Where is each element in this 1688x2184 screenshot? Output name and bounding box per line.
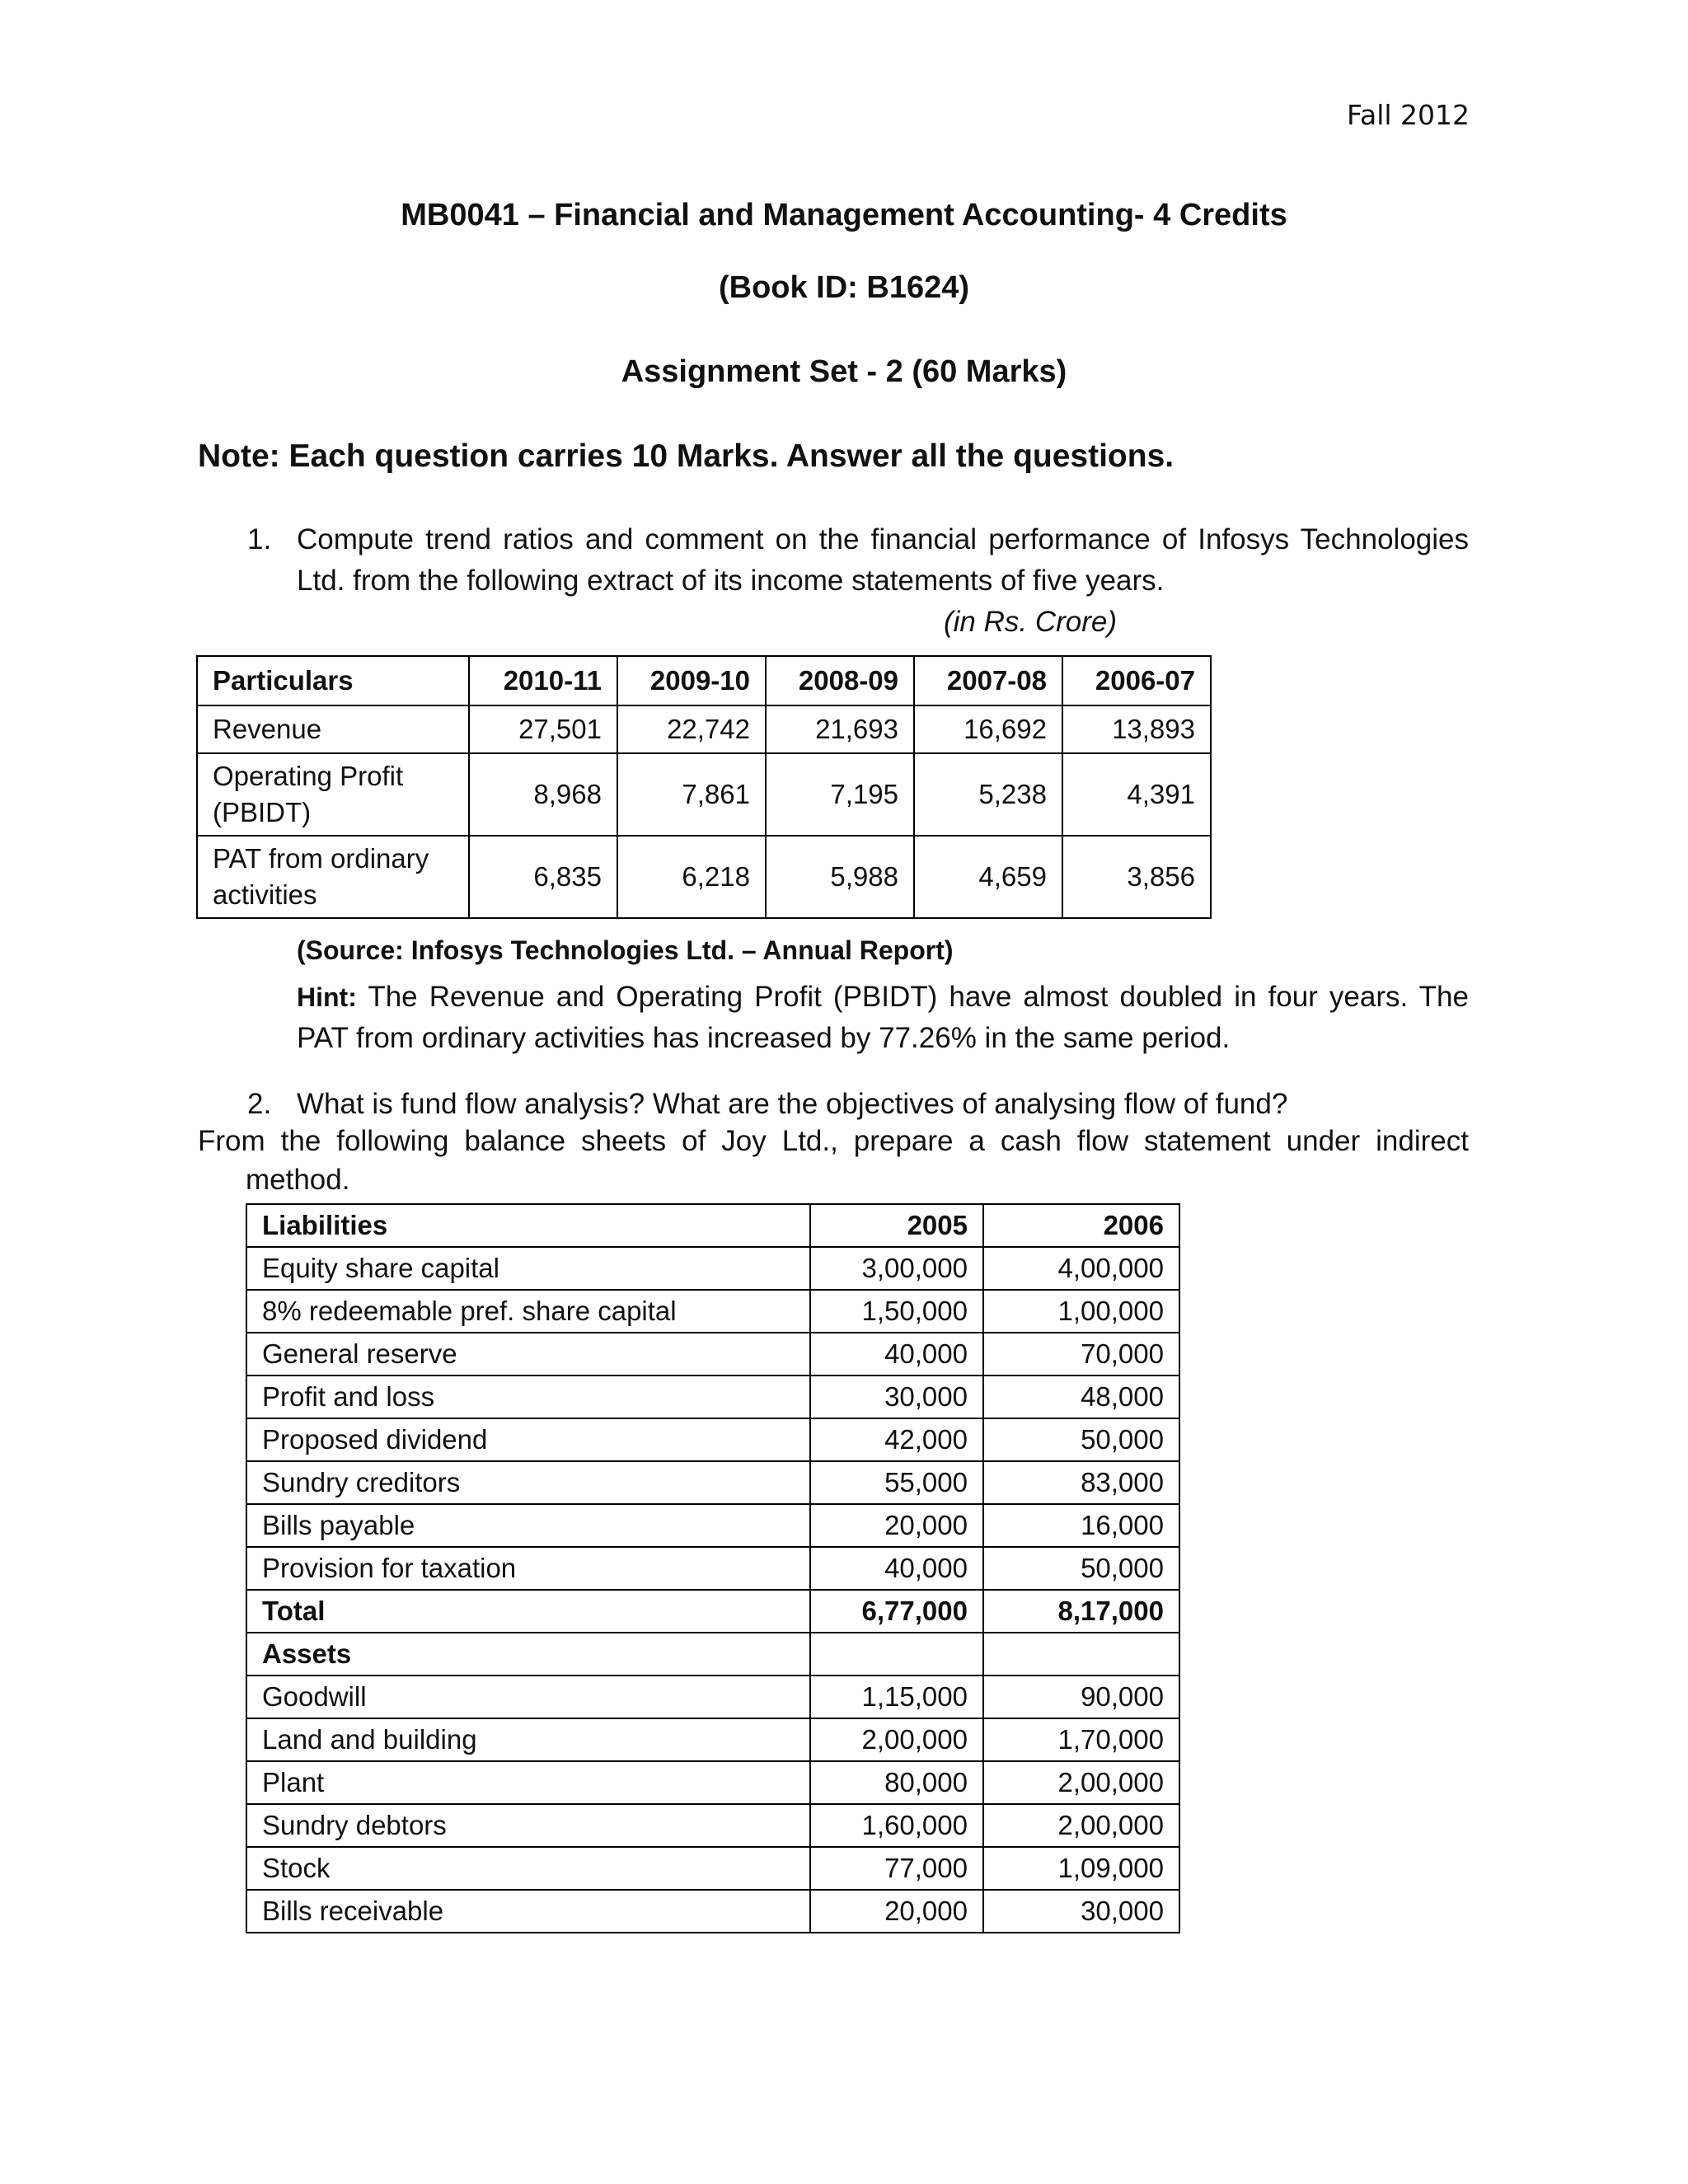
cell: 20,000	[810, 1504, 983, 1547]
cell: 3,00,000	[810, 1247, 983, 1290]
cell: 20,000	[810, 1890, 983, 1933]
cell: 6,218	[617, 836, 766, 918]
cell: 50,000	[983, 1547, 1179, 1590]
cell: 80,000	[810, 1761, 983, 1804]
question-2-text: What is fund flow analysis? What are the objectives of analysing flow of fund?	[297, 1088, 1288, 1120]
cell: 1,09,000	[983, 1847, 1179, 1890]
header-cell: 2005	[810, 1204, 983, 1247]
cell: 6,77,000	[810, 1590, 983, 1633]
row-label: Bills receivable	[246, 1890, 810, 1933]
row-label: General reserve	[246, 1333, 810, 1376]
header-cell: 2009-10	[617, 656, 766, 705]
cell: 5,238	[914, 753, 1062, 836]
table-row	[246, 1333, 1179, 1376]
row-label: Proposed dividend	[246, 1418, 810, 1461]
row-label: Assets	[246, 1633, 810, 1675]
cell: 70,000	[983, 1333, 1179, 1376]
cell: 7,195	[766, 753, 914, 836]
balance-sheet-table	[246, 1203, 1180, 1933]
hint-label: Hint:	[297, 982, 357, 1012]
cell: 30,000	[810, 1376, 983, 1418]
cell: 55,000	[810, 1461, 983, 1504]
cell: 42,000	[810, 1418, 983, 1461]
source-note: (Source: Infosys Technologies Ltd. – Annual Report)	[297, 935, 954, 965]
cell: 2,00,000	[983, 1804, 1179, 1847]
term-label: Fall 2012	[1347, 99, 1470, 131]
course-title: MB0041 – Financial and Management Accounting- 4 Credits	[401, 198, 1287, 232]
assignment-title: Assignment Set - 2 (60 Marks)	[621, 354, 1067, 389]
cell: 8,17,000	[983, 1590, 1179, 1633]
book-id: (Book ID: B1624)	[718, 270, 970, 305]
total-row	[246, 1590, 1179, 1633]
table-row	[246, 1547, 1179, 1590]
cell: 3,856	[1062, 836, 1211, 918]
table-row	[246, 1675, 1179, 1718]
row-label: Provision for taxation	[246, 1547, 810, 1590]
cell: 50,000	[983, 1418, 1179, 1461]
cell: 48,000	[983, 1376, 1179, 1418]
table-row	[246, 1718, 1179, 1761]
cell: 83,000	[983, 1461, 1179, 1504]
row-label: Sundry creditors	[246, 1461, 810, 1504]
unit-label: (in Rs. Crore)	[943, 606, 1117, 638]
header-cell: 2007-08	[914, 656, 1062, 705]
cell: 1,70,000	[983, 1718, 1179, 1761]
assets-header-row	[246, 1633, 1179, 1675]
cell: 13,893	[1062, 705, 1211, 753]
note: Note: Each question carries 10 Marks. Answer all the questions.	[198, 438, 1175, 474]
cell: 4,659	[914, 836, 1062, 918]
header-cell: Liabilities	[246, 1204, 810, 1247]
cell: 7,861	[617, 753, 766, 836]
cell: 1,60,000	[810, 1804, 983, 1847]
question-2-number: 2.	[247, 1088, 272, 1120]
income-table	[196, 655, 1212, 919]
table-row	[246, 1247, 1179, 1290]
header-cell: 2008-09	[766, 656, 914, 705]
row-label: Plant	[246, 1761, 810, 1804]
row-label: Equity share capital	[246, 1247, 810, 1290]
question-1-text: Compute trend ratios and comment on the financial performance of Infosys Technologies Ltd. from the following extract of its income statements of five years.	[297, 523, 1469, 597]
table-row	[246, 1761, 1179, 1804]
table-row	[246, 1418, 1179, 1461]
cell: 4,00,000	[983, 1247, 1179, 1290]
table-row	[197, 705, 1211, 753]
table-row	[197, 836, 1211, 918]
row-label: Revenue	[197, 705, 469, 753]
question-2-instruction-end: method.	[246, 1164, 350, 1196]
cell: 30,000	[983, 1890, 1179, 1933]
income-table-header	[197, 656, 1211, 705]
row-label: Sundry debtors	[246, 1804, 810, 1847]
cell: 2,00,000	[810, 1718, 983, 1761]
table-row	[246, 1847, 1179, 1890]
table-row	[246, 1376, 1179, 1418]
cell: 16,000	[983, 1504, 1179, 1547]
header-cell: Particulars	[197, 656, 469, 705]
cell: 22,742	[617, 705, 766, 753]
cell: 40,000	[810, 1547, 983, 1590]
cell: 27,501	[469, 705, 617, 753]
row-label: Operating Profit (PBIDT)	[197, 753, 469, 836]
row-label: 8% redeemable pref. share capital	[246, 1290, 810, 1333]
row-label: Goodwill	[246, 1675, 810, 1718]
table-row	[197, 753, 1211, 836]
table-row	[246, 1504, 1179, 1547]
row-label: PAT from ordinary activities	[197, 836, 469, 918]
cell	[983, 1633, 1179, 1675]
cell: 6,835	[469, 836, 617, 918]
question-2	[247, 1088, 1287, 1121]
cell: 8,968	[469, 753, 617, 836]
cell: 2,00,000	[983, 1761, 1179, 1804]
question-2-instruction: From the following balance sheets of Joy Ltd., prepare a cash flow statement under indirect	[198, 1125, 1469, 1157]
header-cell: 2006-07	[1062, 656, 1211, 705]
cell: 4,391	[1062, 753, 1211, 836]
cell	[810, 1633, 983, 1675]
cell: 21,693	[766, 705, 914, 753]
cell: 40,000	[810, 1333, 983, 1376]
table-row	[246, 1804, 1179, 1847]
row-label: Land and building	[246, 1718, 810, 1761]
hint	[297, 977, 1469, 1059]
cell: 77,000	[810, 1847, 983, 1890]
question-1	[247, 519, 1469, 643]
row-label: Stock	[246, 1847, 810, 1890]
cell: 5,988	[766, 836, 914, 918]
row-label: Bills payable	[246, 1504, 810, 1547]
table-row	[246, 1461, 1179, 1504]
header-cell: 2010-11	[469, 656, 617, 705]
cell: 1,50,000	[810, 1290, 983, 1333]
row-label: Profit and loss	[246, 1376, 810, 1418]
cell: 16,692	[914, 705, 1062, 753]
header-cell: 2006	[983, 1204, 1179, 1247]
question-1-number: 1.	[247, 523, 272, 555]
balance-sheet-header	[246, 1204, 1179, 1247]
cell: 1,15,000	[810, 1675, 983, 1718]
cell: 1,00,000	[983, 1290, 1179, 1333]
table-row	[246, 1890, 1179, 1933]
table-row	[246, 1290, 1179, 1333]
hint-text: The Revenue and Operating Profit (PBIDT) have almost doubled in four years. The PAT from ordinary activities has increased by 77.26% in the same period.	[297, 981, 1469, 1054]
cell: 90,000	[983, 1675, 1179, 1718]
row-label: Total	[246, 1590, 810, 1633]
